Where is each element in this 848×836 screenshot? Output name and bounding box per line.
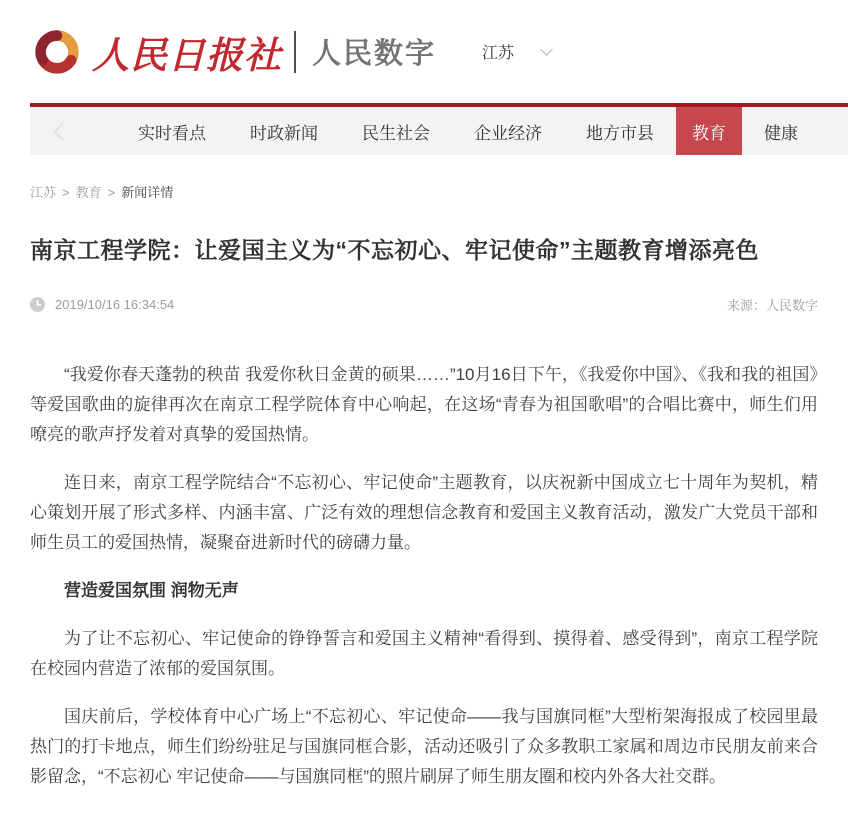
article-title: 南京工程学院：让爱国主义为“不忘初心、牢记使命”主题教育增添亮色 (30, 237, 759, 263)
breadcrumb-separator: > (62, 185, 70, 200)
article-meta (30, 295, 818, 314)
nav-item-education[interactable]: 教育 (676, 107, 742, 155)
nav-item-people-society[interactable]: 民生社会 (362, 123, 430, 143)
header-divider (294, 31, 296, 73)
article-paragraph: 为了让不忘初心、牢记使命的铮铮誓言和爱国主义精神“看得到、摸得着、感受得到”，南京工程学院在校园内营造了浓郁的爱国氛围。 (30, 629, 818, 678)
primary-nav (30, 103, 848, 155)
pinwheel-logo-icon (30, 25, 84, 79)
masthead-title: 人民日报社 (92, 32, 282, 77)
breadcrumb-item[interactable]: 江苏 (30, 185, 57, 200)
nav-scroll-left-button[interactable] (30, 107, 88, 155)
article-paragraph: 连日来，南京工程学院结合“不忘初心、牢记使命”主题教育，以庆祝新中国成立七十周年为契机，精心策划开展了形式多样、内涵丰富、广泛有效的理想信念教育和爱国主义教育活动，激发广大党员干部和师生员工的爱国热情，凝聚奋进新时代的磅礴力量。 (30, 473, 818, 552)
nav-item-realtime-highlights[interactable]: 实时看点 (138, 123, 206, 143)
article-subheading: 营造爱国氛围 润物无声 (64, 581, 239, 600)
publish-time: 2019/10/16 16:34:54 (55, 297, 175, 312)
nav-item-enterprise-economy[interactable]: 企业经济 (474, 123, 542, 143)
article-paragraph: “我爱你春天蓬勃的秧苗 我爱你秋日金黄的硕果……”10月16日下午，《我爱你中国》、《我和我的祖国》等爱国歌曲的旋律再次在南京工程学院体育中心响起，在这场“青春为祖国歌唱”的合唱比赛中，师生们用嘹亮的歌声抒发着对真挚的爱国热情。 (30, 365, 818, 444)
nav-item-political-news[interactable]: 时政新闻 (250, 123, 318, 143)
chevron-left-icon (53, 122, 71, 140)
chevron-down-icon (540, 43, 553, 56)
breadcrumb-item[interactable]: 教育 (75, 185, 102, 200)
breadcrumb (30, 182, 818, 201)
article-paragraph: 国庆前后，学校体育中心广场上“不忘初心、牢记使命——我与国旗同框”大型桁架海报成了校园里最热门的打卡地点，师生们纷纷驻足与国旗同框合影，活动还吸引了众多教职工家属和周边市民朋友前来合影留念，“不忘初心 牢记使命——与国旗同框”的照片刷屏了师生朋友圈和校内外各大社交群。 (30, 707, 818, 786)
site-header (0, 0, 848, 103)
nav-item-health[interactable]: 健康 (764, 123, 798, 143)
region-label: 江苏 (482, 45, 515, 62)
masthead-logo[interactable] (30, 25, 282, 79)
breadcrumb-separator: > (107, 185, 116, 200)
article-source: 来源：人民数字 (726, 298, 818, 313)
breadcrumb-item: 新闻详情 (121, 185, 174, 200)
nav-items (116, 107, 820, 155)
clock-icon (30, 297, 45, 312)
article-body (30, 360, 818, 792)
brand-title: 人民数字 (312, 38, 437, 70)
region-selector[interactable] (482, 40, 551, 63)
nav-item-local-counties[interactable]: 地方市县 (586, 123, 654, 143)
